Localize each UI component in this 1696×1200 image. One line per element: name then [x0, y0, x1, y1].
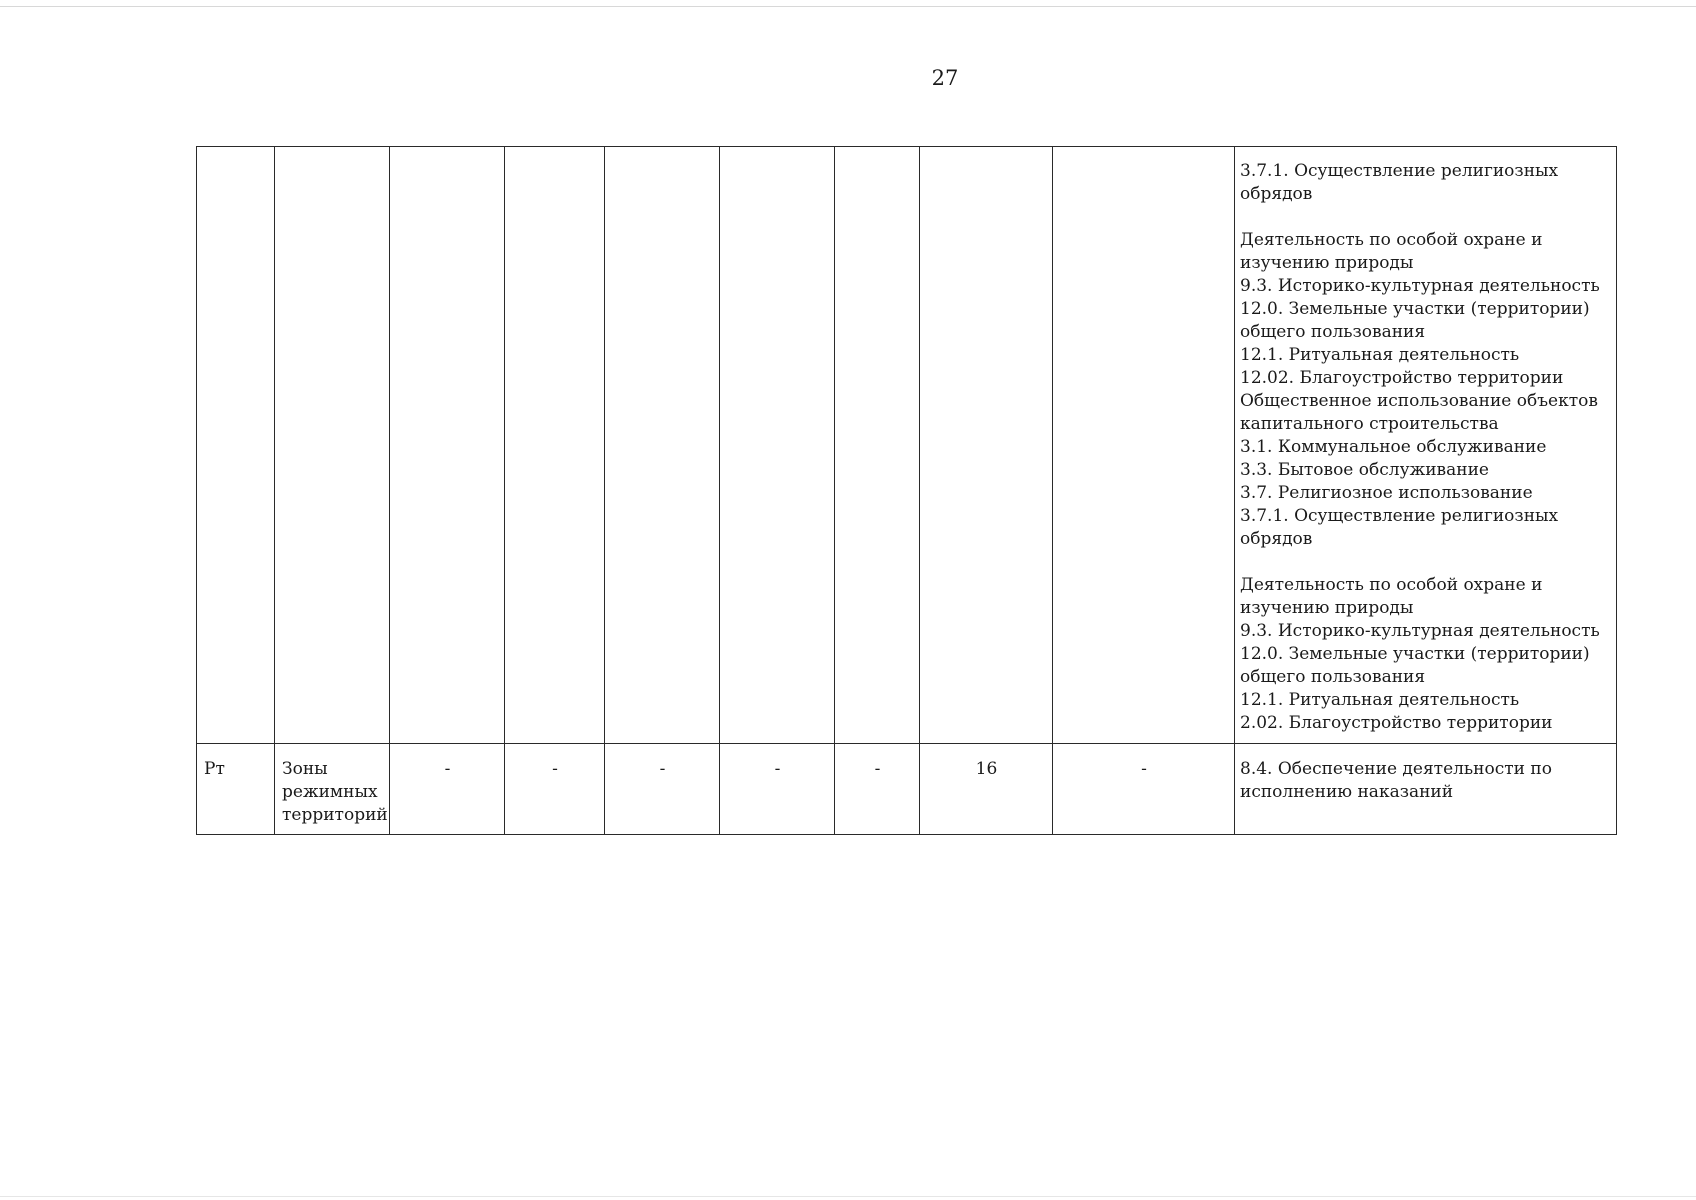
use-line: Общественное использование объектов капитального строительства [1240, 391, 1598, 434]
table-row [197, 744, 1617, 835]
table-cell: 16 [920, 744, 1053, 835]
table-row-continued [197, 147, 1617, 744]
table-cell [505, 147, 605, 744]
use-line: 9.3. Историко-культурная деятельность [1240, 621, 1600, 641]
zone-code-cell: Рт [197, 744, 275, 835]
page-number: 27 [931, 66, 959, 90]
use-line: 3.7.1. Осуществление религиозных обрядов [1240, 161, 1559, 204]
use-line: 3.7. Религиозное использование [1240, 483, 1533, 503]
use-line: 9.3. Историко-культурная деятельность [1240, 276, 1600, 296]
table-cell [390, 147, 505, 744]
use-line: 12.1. Ритуальная деятельность [1240, 345, 1520, 365]
use-line: 3.3. Бытовое обслуживание [1240, 460, 1489, 480]
scan-edge-top [0, 6, 1696, 7]
table-cell: - [505, 744, 605, 835]
table-cell [720, 147, 835, 744]
table-cell [920, 147, 1053, 744]
table-cell [835, 147, 920, 744]
table-cell: - [720, 744, 835, 835]
table-cell: - [605, 744, 720, 835]
table-cell [605, 147, 720, 744]
table-cell: - [390, 744, 505, 835]
table-cell: - [835, 744, 920, 835]
permitted-uses-list [1235, 147, 1616, 741]
zones-table [196, 146, 1617, 835]
use-line: Деятельность по особой охране и изучению природы [1240, 230, 1543, 273]
permitted-uses-cell [1235, 147, 1617, 744]
paragraph-gap [1240, 551, 1610, 574]
use-line: 12.0. Земельные участки (территории) общего пользования [1240, 299, 1590, 342]
table-cell: - [1053, 744, 1235, 835]
table-cell [197, 147, 275, 744]
scan-edge-bottom [0, 1196, 1696, 1197]
permitted-uses-cell: 8.4. Обеспечение деятельности по исполнению наказаний [1235, 744, 1617, 835]
use-line: 12.0. Земельные участки (территории) общего пользования [1240, 644, 1590, 687]
use-line: Деятельность по особой охране и изучению природы [1240, 575, 1543, 618]
paragraph-gap [1240, 206, 1610, 229]
table-cell [1053, 147, 1235, 744]
use-line: 12.1. Ритуальная деятельность [1240, 690, 1520, 710]
use-line: 12.02. Благоустройство территории [1240, 368, 1564, 388]
zone-name-cell: Зоны режимных территорий [275, 744, 390, 835]
use-line: 2.02. Благоустройство территории [1240, 713, 1553, 733]
table-cell [275, 147, 390, 744]
use-line: 3.1. Коммунальное обслуживание [1240, 437, 1547, 457]
use-line: 3.7.1. Осуществление религиозных обрядов [1240, 506, 1559, 549]
